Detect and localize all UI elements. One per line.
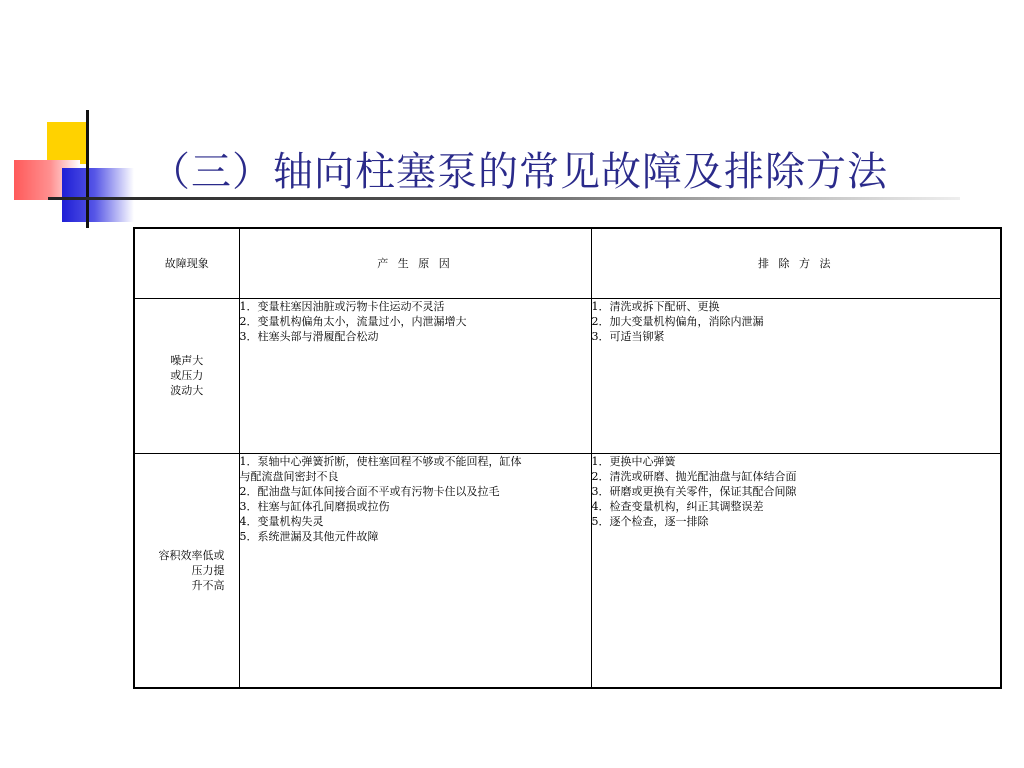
remedy-item: 4．检查变量机构，纠正其调整误差 (591, 499, 764, 513)
cause-cell (239, 453, 591, 688)
remedy-item: 1．清洗或拆下配研、更换 (591, 299, 720, 313)
cause-item: 2．变量机构偏角太小，流量过小，内泄漏增大 (239, 314, 467, 328)
remedy-cell (591, 298, 1001, 453)
symptom-line: 波动大 (170, 384, 204, 397)
header-cause: 产 生 原 因 (239, 228, 591, 298)
remedy-item: 1．更换中心弹簧 (591, 454, 676, 468)
cause-item: 1．变量柱塞因油脏或污物卡住运动不灵活 (239, 299, 445, 313)
table-header-row (134, 228, 1001, 298)
cause-item: 1．泵轴中心弹簧折断，使柱塞回程不够或不能回程，缸体 (239, 454, 522, 468)
title-underline (48, 197, 960, 200)
slide-title: （三）轴向柱塞泵的常见故障及排除方法 (150, 149, 888, 195)
cause-cell (239, 298, 591, 453)
cause-item-continuation: 与配流盘间密封不良 (239, 469, 339, 483)
decorative-yellow-square (47, 122, 87, 164)
remedy-item: 2．加大变量机构偏角，消除内泄漏 (591, 314, 764, 328)
table-row (134, 298, 1001, 453)
cause-item: 4．变量机构失灵 (239, 514, 324, 528)
remedy-item: 5．逐个检查，逐一排除 (591, 514, 709, 528)
cause-item: 3．柱塞头部与滑履配合松动 (239, 329, 379, 343)
decorative-blue-block (62, 168, 134, 222)
cause-item: 2．配油盘与缸体间接合面不平或有污物卡住以及拉毛 (239, 484, 500, 498)
remedy-item: 2．清洗或研磨、抛光配油盘与缸体结合面 (591, 469, 797, 483)
remedy-cell (591, 453, 1001, 688)
cause-item: 5．系统泄漏及其他元件故障 (239, 529, 379, 543)
remedy-item: 3．可适当铆紧 (591, 329, 665, 343)
cause-item: 3．柱塞与缸体孔间磨损或拉伤 (239, 499, 390, 513)
table-row (134, 453, 1001, 688)
symptom-cell (134, 298, 239, 453)
remedy-item: 3．研磨或更换有关零件，保证其配合间隙 (591, 484, 797, 498)
symptom-line: 压力提 (191, 563, 225, 577)
header-remedy: 排 除 方 法 (591, 228, 1001, 298)
symptom-line: 或压力 (170, 369, 204, 382)
symptom-cell (134, 453, 239, 688)
decorative-vertical-line (86, 110, 89, 228)
symptom-line: 噪声大 (170, 354, 204, 367)
symptom-line: 升不高 (191, 578, 225, 592)
symptom-line: 容积效率低或 (158, 548, 225, 562)
fault-table (133, 227, 1002, 689)
header-symptom: 故障现象 (134, 228, 239, 298)
